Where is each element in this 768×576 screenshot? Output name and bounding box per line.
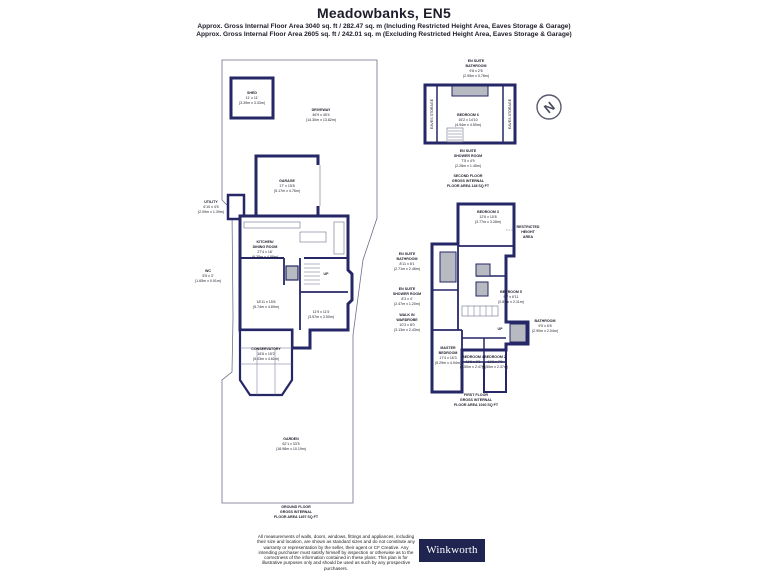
ensuite-bathroom-first [440,252,456,282]
svg-text:11' x 11': 11' x 11' [245,96,259,100]
svg-text:EN SUITE: EN SUITE [459,149,477,153]
svg-text:8'11 x 8'1: 8'11 x 8'1 [399,262,415,266]
svg-text:EN SUITE: EN SUITE [398,252,416,256]
svg-text:(2.26m x 1.45m): (2.26m x 1.45m) [454,164,482,168]
svg-text:6'10 x 4'5: 6'10 x 4'5 [203,205,219,209]
svg-text:11'6 x 8'1: 11'6 x 8'1 [465,360,481,364]
ensuite-bathroom-second [452,86,488,96]
svg-text:(1.65m x 0.91m): (1.65m x 0.91m) [194,279,222,283]
svg-text:17'4 x 16'3: 17'4 x 16'3 [439,356,457,360]
shed-label: SHED [247,91,257,95]
svg-text:9'8 x 2'6: 9'8 x 2'6 [469,69,483,73]
svg-text:27'4 x 16': 27'4 x 16' [257,250,273,254]
page-title: Meadowbanks, EN5 [317,5,451,21]
wc-room [286,266,298,280]
svg-text:(5.03m x 4.61m): (5.03m x 4.61m) [252,357,280,361]
svg-text:WARDROBE: WARDROBE [396,318,418,322]
eaves-storage-right: EAVES STORAGE [508,98,512,130]
svg-text:AREA: AREA [522,235,534,239]
first-floor-caption: FIRST FLOOR [464,393,488,397]
bedroom4-label: BEDROOM 4 [462,355,484,359]
svg-text:BATHROOM: BATHROOM [396,257,418,261]
svg-text:GROSS INTERNAL: GROSS INTERNAL [459,398,493,402]
svg-text:(4.94m x 4.50m): (4.94m x 4.50m) [454,123,482,127]
svg-text:(2.89m x 2.11m): (2.89m x 2.11m) [498,300,524,304]
svg-text:(5.17m x 4.76m): (5.17m x 4.76m) [273,189,301,193]
bathroom-first [510,324,526,342]
svg-text:9'7 x 6'11: 9'7 x 6'11 [503,295,519,299]
svg-text:(2.90m x 2.04m): (2.90m x 2.04m) [531,329,559,333]
ground-floor-caption: GROUND FLOOR [281,505,311,509]
svg-text:N: N [540,98,558,117]
brand-logo: Winkworth [419,539,485,562]
svg-text:62'1 x 33'5: 62'1 x 33'5 [282,442,300,446]
bedroom6-label: BEDROOM 6 [457,113,479,117]
svg-text:FLOOR AREA 1497 SQ FT: FLOOR AREA 1497 SQ FT [273,515,319,519]
svg-text:12'6 x 10'8: 12'6 x 10'8 [479,215,497,219]
svg-text:EN SUITE: EN SUITE [467,59,485,63]
svg-text:(18.98m x 10.19m): (18.98m x 10.19m) [275,447,307,451]
compass-icon [537,95,561,119]
svg-text:(3.50m x 2.37m): (3.50m x 2.37m) [481,365,509,369]
svg-text:16'6 x 15'2: 16'6 x 15'2 [257,352,275,356]
garage-label: GARAGE [279,179,295,183]
master-bedroom-label: MASTER [440,346,456,350]
driveway-label: DRIVEWAY [311,108,331,112]
svg-text:EN SUITE: EN SUITE [398,287,416,291]
walkin-wardrobe-label: WALK IN [399,313,415,317]
svg-text:BEDROOM: BEDROOM [438,351,458,355]
svg-text:(3.13m x 2.43m): (3.13m x 2.43m) [393,328,421,332]
svg-text:(3.50m x 2.47m): (3.50m x 2.47m) [459,365,487,369]
svg-text:SHOWER ROOM: SHOWER ROOM [392,292,422,296]
first-up-label: UP [497,327,503,331]
svg-text:17' x 15'8: 17' x 15'8 [279,184,295,188]
svg-text:5'5 x 3': 5'5 x 3' [202,274,214,278]
svg-text:GROSS INTERNAL: GROSS INTERNAL [451,179,485,183]
utility-label: UTILITY [204,200,218,204]
svg-text:46'9 x 45'4: 46'9 x 45'4 [312,113,330,117]
svg-text:HEIGHT: HEIGHT [521,230,535,234]
area-excluding: Approx. Gross Internal Floor Area 2605 sq. ft / 242.01 sq. m (Excluding Restricted Height Area, Eaves Storage & Garage) [196,31,572,38]
svg-text:SHOWER ROOM: SHOWER ROOM [453,154,483,158]
sitting-room-label: 18'11 x 15'6 [256,300,276,304]
bedroom3-label: BEDROOM 3 [477,210,499,214]
svg-text:GROSS INTERNAL: GROSS INTERNAL [279,510,313,514]
bedroom2-label: BEDROOM 2 [484,355,506,359]
svg-text:BATHROOM: BATHROOM [465,64,487,68]
svg-text:(2.09m x 1.39m): (2.09m x 1.39m) [197,210,225,214]
conservatory-label: CONSERVATORY [251,347,281,351]
eaves-storage-left: EAVES STORAGE [430,98,434,130]
svg-text:11'6 x 7'9: 11'6 x 7'9 [487,360,503,364]
svg-text:DINING ROOM: DINING ROOM [252,245,278,249]
area-including: Approx. Gross Internal Floor Area 3040 sq. ft / 282.47 sq. m (Including Restricted Height Area, Eaves Storage & Garage) [197,23,571,30]
svg-text:7'5 x 4'9: 7'5 x 4'9 [461,159,475,163]
kitchen-label: KITCHEN/ [256,240,274,244]
svg-text:(5.29m x 4.94m): (5.29m x 4.94m) [434,361,462,365]
bathroom-label: BATHROOM [534,319,556,323]
ensuite-shower-first [476,282,488,296]
svg-text:(8.35m x 4.88m): (8.35m x 4.88m) [251,255,279,259]
svg-text:(3.77m x 3.28m): (3.77m x 3.28m) [474,220,502,224]
study-label: 11'9 x 11'5 [312,310,330,314]
svg-text:10'3 x 8'0: 10'3 x 8'0 [399,323,415,327]
svg-text:(3.57m x 3.50m): (3.57m x 3.50m) [307,315,335,319]
svg-text:16'2 x 14'10: 16'2 x 14'10 [458,118,478,122]
svg-text:(2.71m x 2.46m): (2.71m x 2.46m) [393,267,421,271]
garden-label: GARDEN [283,437,299,441]
svg-text:FLOOR AREA 1040 SQ FT: FLOOR AREA 1040 SQ FT [453,403,499,407]
svg-text:(2.47m x 1.20m): (2.47m x 1.20m) [393,302,421,306]
svg-text:8'3 x 4': 8'3 x 4' [401,297,413,301]
svg-text:(2.95m x 0.78m): (2.95m x 0.78m) [462,74,490,78]
svg-text:FLOOR AREA 148 SQ FT: FLOOR AREA 148 SQ FT [446,184,490,188]
second-floor-caption: SECOND FLOOR [453,174,483,178]
wc-label: WC [205,269,211,273]
bedroom5-label: BEDROOM 5 [500,290,522,294]
restricted-height-label: RESTRICTED [516,225,540,229]
ground-up-label: UP [323,272,329,276]
ground-floor-plan [222,60,377,503]
svg-text:(14.30m x 13.82m): (14.30m x 13.82m) [305,118,337,122]
svg-text:9'5 x 6'8: 9'5 x 6'8 [538,324,552,328]
svg-text:(3.39m x 3.33m): (3.39m x 3.33m) [238,101,266,105]
ground-house [240,216,352,348]
disclaimer: All measurements of walls, doors, windows, fittings and appliances, including their size and location, are shown as standard sizes and do not constitute any warranty or representation by the seller, their agent or CF Creative. Any intending purchaser must satisfy himself by inspection or otherwise as to the correctness of the information contained in these plans. This plan is for illustrative purposes only and should be used as such by any prospective purchasers. [257,534,415,571]
svg-text:(5.74m x 4.69m): (5.74m x 4.69m) [252,305,280,309]
conservatory [240,330,292,395]
